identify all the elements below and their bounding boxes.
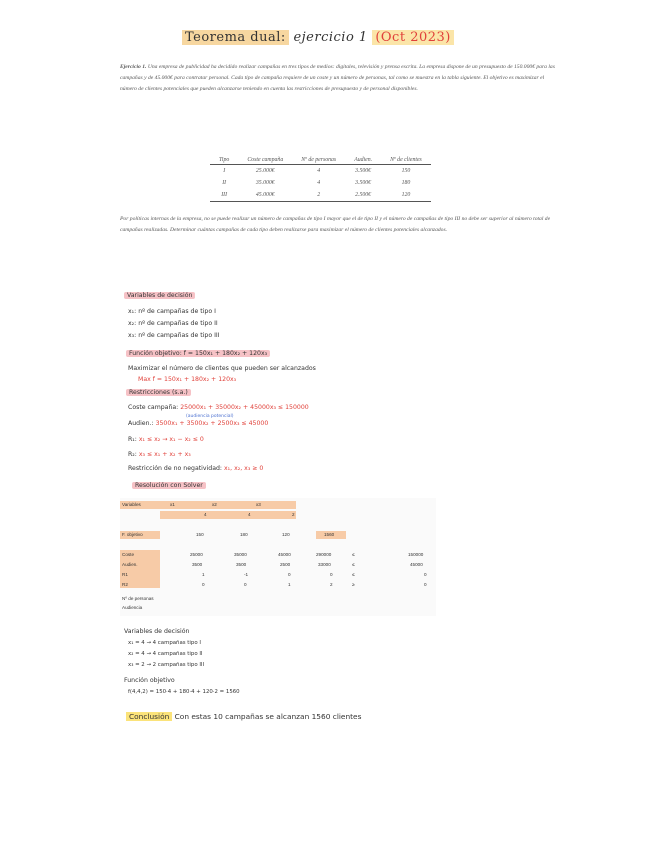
- sheet-cell: 120: [282, 532, 290, 537]
- sheet-cell: 0: [288, 572, 291, 577]
- table-cell: 150: [401, 168, 411, 174]
- sheet-cell: 3500: [192, 562, 203, 567]
- constraint-audience-expr: 3500x₁ + 3500x₂ + 2500x₃ ≤ 45000: [155, 420, 269, 427]
- variable-x1: x₁: nº de campañas de tipo I: [128, 308, 216, 315]
- constraint-r2-expr: x₃ ≤ x₁ + x₂ + x₃: [138, 451, 191, 458]
- constraint-audience-label: Audien.:: [128, 420, 154, 427]
- problem-statement-2: [120, 214, 560, 236]
- title-sub: ejercicio 1: [293, 30, 368, 45]
- table-cell: 35.000€: [255, 180, 275, 186]
- conclusion-label: Conclusión: [126, 712, 172, 721]
- objective-header: Función objetivo: f = 150x₁ + 180x₂ + 120x₃: [126, 350, 270, 357]
- sheet-cell: 0: [424, 572, 427, 577]
- sheet-cell: ≤: [352, 552, 355, 557]
- sheet-cell: R2: [122, 582, 128, 587]
- sheet-header-band: [120, 501, 296, 509]
- table-row: [210, 165, 431, 178]
- table-header: Nº de clientes: [381, 156, 431, 165]
- objective-line-2: Max f = 150x₁ + 180x₂ + 120x₃: [138, 376, 237, 383]
- sheet-cell: 2500: [280, 562, 291, 567]
- sheet-cell: 0: [244, 582, 247, 587]
- sheet-cell: x3: [256, 502, 261, 507]
- constraint-r1-expr: x₁ ≤ x₂ → x₁ − x₂ ≤ 0: [138, 436, 204, 443]
- problem-statement-1: [120, 62, 560, 96]
- problem-text-1: Una empresa de publicidad ha decidido realizar campañas en tres tipos de medios: digitales, televisión y prensa escrita. La empresa dispone de un presupuesto de 150.000€ para las campañas y de 45.000€ para contratar personal. Cada tipo de campaña requiere de un coste y un número de personas, tal como se muestra en la tabla siguiente. El objetivo es maximizar el número de clientes potenciales que pueden alcanzarse teniendo en cuenta las restricciones de presupuesto y de personal disponibles.: [120, 64, 555, 93]
- constraint-r1-label: R₁:: [128, 436, 137, 443]
- sheet-cell: 25000: [190, 552, 203, 557]
- variables-header: Variables de decisión: [124, 292, 195, 299]
- sheet-cell: 3500: [236, 562, 247, 567]
- constraint-cost-label: Coste campaña:: [128, 404, 179, 411]
- constraint-cost-expr: 25000x₁ + 35000x₂ + 45000x₃ ≤ 150000: [180, 404, 309, 411]
- sheet-cell: 1: [202, 572, 205, 577]
- sheet-cell: ≥: [352, 582, 355, 587]
- title-main: Teorema dual:: [182, 30, 289, 45]
- sheet-values-band: [160, 511, 296, 519]
- sheet-cell: 45000: [278, 552, 291, 557]
- title-date: (Oct 2023): [372, 30, 454, 45]
- sheet-footnote-1: Nº de personas: [122, 596, 154, 601]
- table-header: Nº de personas: [292, 156, 345, 165]
- table-cell: 3.500€: [355, 168, 372, 174]
- sheet-cell: 2: [330, 582, 333, 587]
- sheet-cell: ≤: [352, 572, 355, 577]
- table-cell: 45.000€: [238, 189, 292, 202]
- sheet-cell: 0: [330, 572, 333, 577]
- sheet-cell: 0: [202, 582, 205, 587]
- sheet-cell: 4: [248, 512, 251, 517]
- sheet-cell: 290000: [316, 552, 332, 557]
- sheet-cell: Variables: [122, 502, 141, 507]
- table-cell: 120: [381, 189, 431, 202]
- table-header-row: [210, 156, 431, 165]
- sheet-cell: 1560: [324, 532, 335, 537]
- sheet-footnote-2: Audiencia: [122, 605, 143, 610]
- constraint-r2-label: R₂:: [128, 451, 137, 458]
- sheet-cell: 150000: [408, 552, 424, 557]
- objective-result-header: Función objetivo: [124, 677, 175, 684]
- table-header: Coste campaña: [238, 156, 292, 165]
- table-cell: I: [223, 168, 226, 174]
- constraint-cost: [128, 404, 309, 411]
- objective-line-1: Maximizar el número de clientes que pueden ser alcanzados: [128, 365, 316, 372]
- sheet-cell: R1: [122, 572, 128, 577]
- sheet-cell: ≤: [352, 562, 355, 567]
- solver-spreadsheet: [120, 498, 436, 616]
- constraint-audience-sub: (audiencia potencial): [186, 414, 234, 419]
- sheet-cell: 33000: [318, 562, 331, 567]
- table-header: Tipo: [210, 156, 238, 165]
- data-table-wrapper: [210, 156, 431, 202]
- sheet-cell: -1: [244, 572, 249, 577]
- variable-x2: x₂: nº de campañas de tipo II: [128, 320, 218, 327]
- table-cell: III: [210, 189, 238, 202]
- data-table: [210, 156, 431, 202]
- constraint-nonneg: [128, 465, 263, 472]
- sheet-cell: 0: [424, 582, 427, 587]
- sheet-cell: 180: [240, 532, 248, 537]
- conclusion-text: Con estas 10 campañas se alcanzan 1560 clientes: [174, 712, 362, 721]
- sheet-cell: 150: [196, 532, 204, 537]
- conclusion: [126, 712, 361, 721]
- table-row: [210, 177, 431, 189]
- table-cell: 180: [401, 180, 411, 186]
- result-x2: x₂ = 4 → 4 campañas tipo II: [128, 651, 203, 657]
- page-title: [182, 30, 454, 45]
- table-cell: 2.500€: [345, 189, 381, 202]
- table-cell: 3.500€: [355, 180, 372, 186]
- sheet-cell: x1: [170, 502, 175, 507]
- results-header: Variables de decisión: [124, 628, 190, 635]
- constraint-audience: [128, 420, 268, 427]
- constraint-r1: [128, 436, 204, 443]
- sheet-cell: Coste: [122, 552, 135, 557]
- sheet-cell: 45000: [410, 562, 423, 567]
- sheet-cell: x2: [212, 502, 217, 507]
- objective-result: f(4,4,2) = 150·4 + 180·4 + 120·2 = 1560: [128, 689, 240, 695]
- result-x3: x₃ = 2 → 2 campañas tipo III: [128, 662, 205, 668]
- constraint-r2: [128, 451, 191, 458]
- exercise-label: Ejercicio 1.: [120, 64, 147, 70]
- sheet-cell: 35000: [234, 552, 247, 557]
- result-x1: x₁ = 4 → 4 campañas tipo I: [128, 640, 201, 646]
- constraint-nonneg-label: Restricción de no negatividad:: [128, 465, 223, 472]
- sheet-cell: 2: [292, 512, 295, 517]
- table-cell: 2: [292, 189, 345, 202]
- sheet-cell: Audien.: [122, 562, 138, 567]
- table-cell: 4: [317, 180, 321, 186]
- table-row: [210, 189, 431, 202]
- problem-text-2: Por políticas internas de la empresa, no se puede realizar un número de campañas de tipo I mayor que el de tipo II y el número de campañas de tipo III no debe ser superior al número total de campañas realizadas. Determinar cuántas campañas de cada tipo deben realizarse para maximizar el número de clientes potenciales alcanzados.: [120, 216, 551, 234]
- solver-header: Resolución con Solver: [132, 482, 206, 489]
- table-cell: 25.000€: [255, 168, 275, 174]
- constraints-header: Restricciones (s.a.): [126, 389, 191, 396]
- constraint-nonneg-expr: x₁, x₂, x₃ ≥ 0: [224, 465, 264, 472]
- table-cell: II: [222, 180, 227, 186]
- table-header: Audien.: [345, 156, 381, 165]
- variable-x3: x₃: nº de campañas de tipo III: [128, 332, 220, 339]
- sheet-cell: 4: [204, 512, 207, 517]
- sheet-cell: 1: [288, 582, 291, 587]
- table-cell: 4: [317, 168, 321, 174]
- sheet-cell: F. objetivo: [122, 532, 143, 537]
